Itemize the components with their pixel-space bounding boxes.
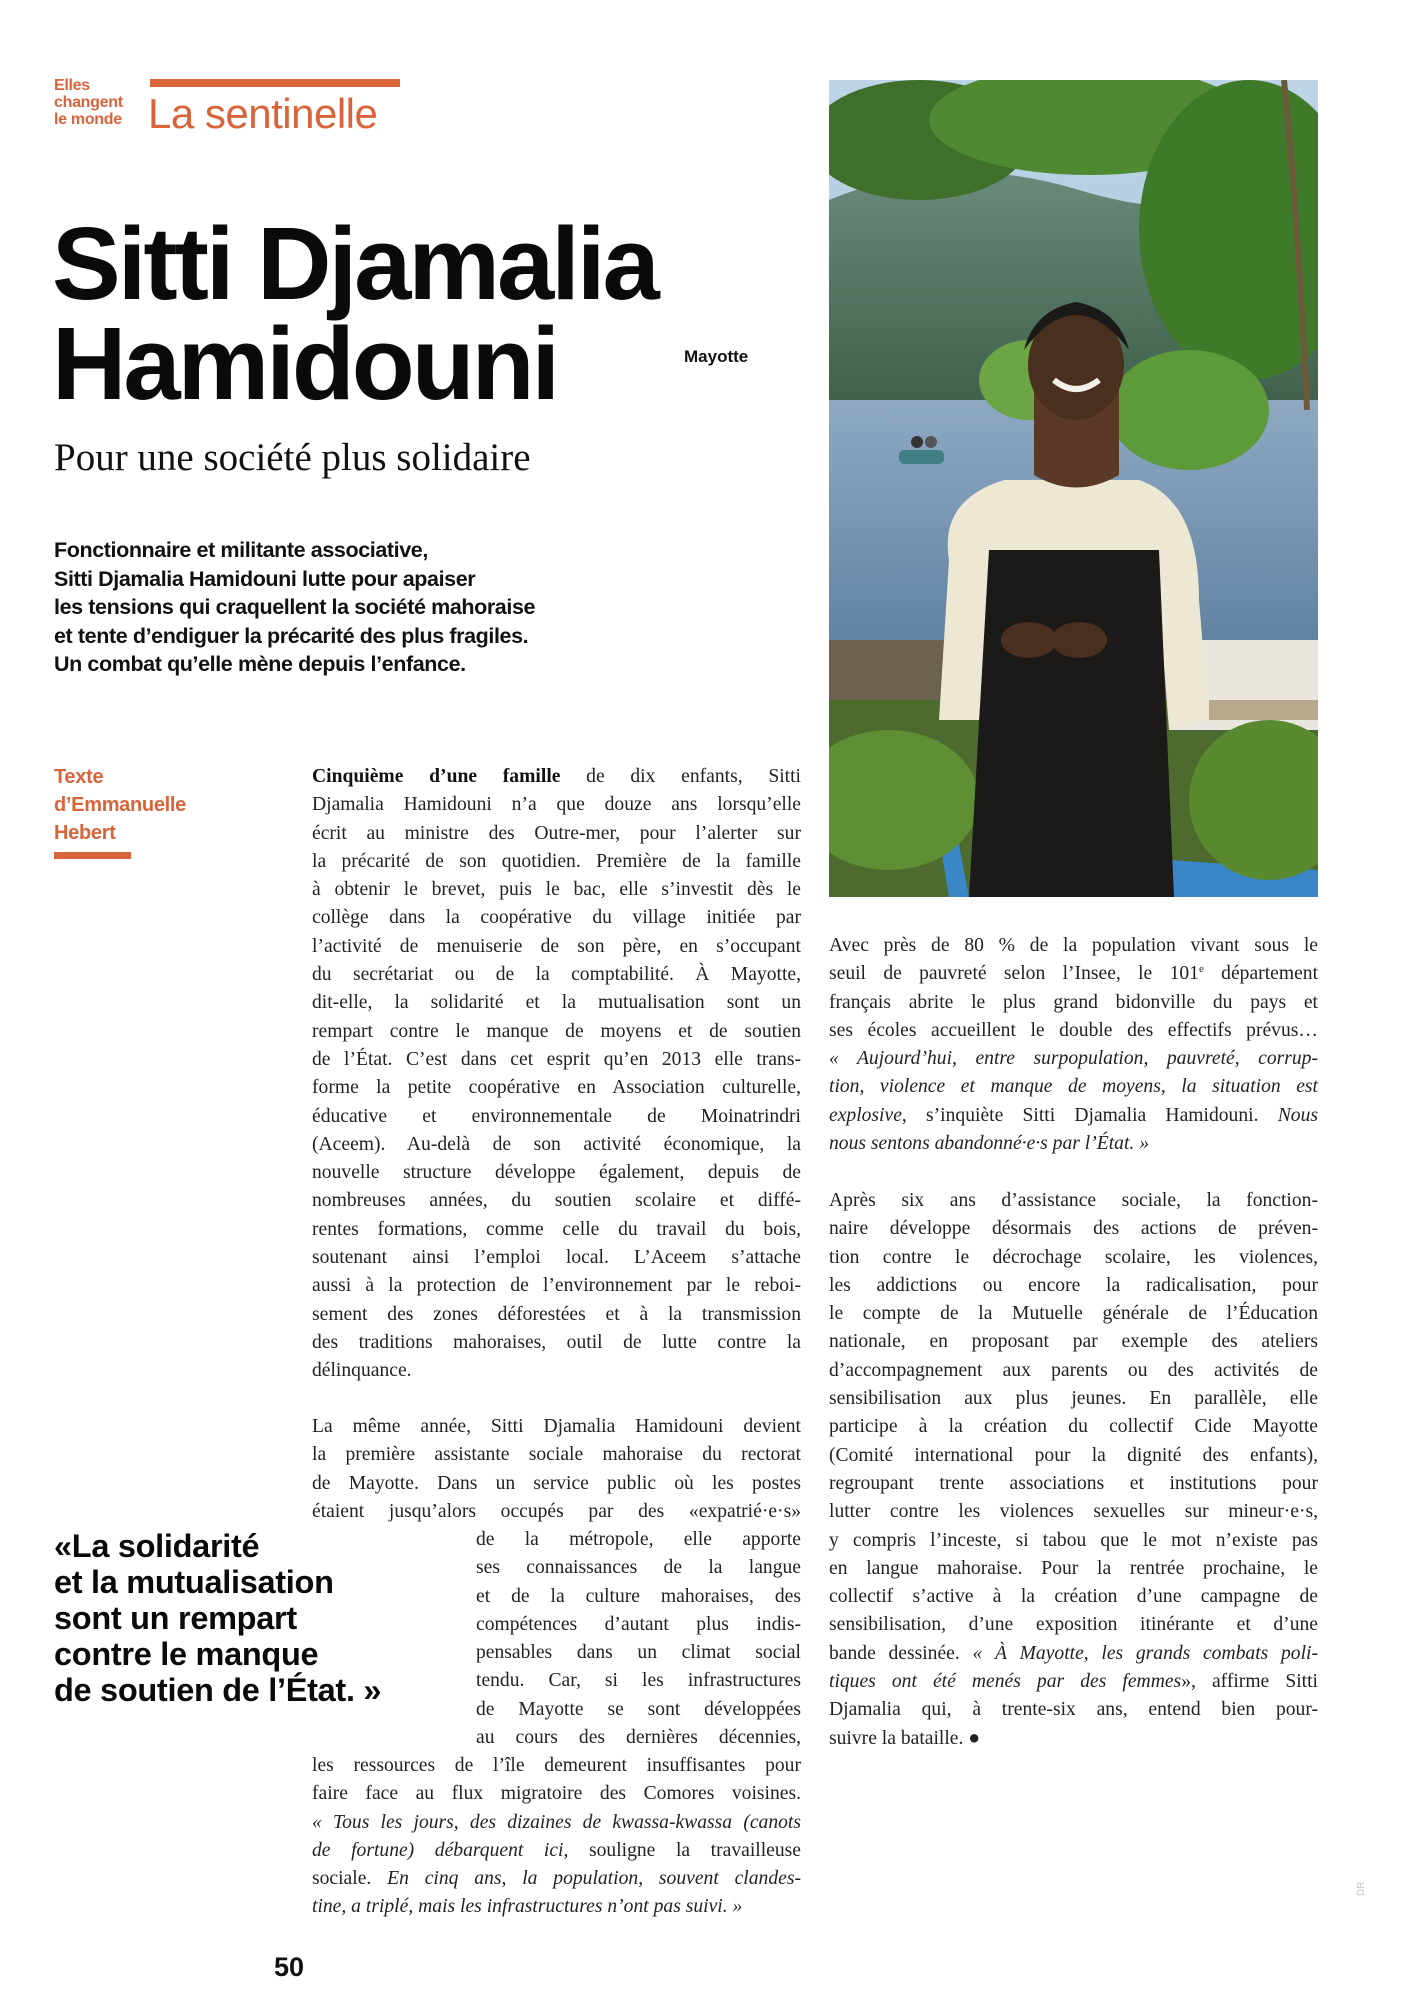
body-text-line [829, 960, 1318, 988]
text-segment: Avec près de 80 % de la population vivant sous le [829, 935, 1318, 956]
text-segment: seuil de pauvreté selon l’Insee, le 101 [829, 963, 1199, 985]
article-title [52, 206, 657, 421]
text-segment: les addictions ou encore la radicalisation, pour [829, 1274, 1318, 1296]
body-text-line [312, 1470, 801, 1498]
body-text-line [312, 1865, 801, 1893]
body-text-line [312, 904, 801, 932]
body-text-line [312, 1893, 801, 1921]
text-segment: y compris l’inceste, si tabou que le mot n’existe pas [829, 1529, 1318, 1551]
lead-line: les tensions qui craquellent la société mahoraise [54, 595, 536, 620]
body-text-line [829, 1555, 1318, 1583]
text-segment: rempart contre le manque de moyens et de soutien [312, 1020, 801, 1042]
body-text-line [312, 1498, 801, 1526]
text-segment: français abrite le plus grand bidonville du pays et [829, 991, 1318, 1013]
body-text-line [829, 1470, 1318, 1498]
body-text-line [829, 1357, 1318, 1385]
byline-accent-bar [54, 852, 131, 859]
text-segment: et de la culture mahoraises, des [476, 1585, 801, 1607]
portrait-photo [829, 80, 1318, 897]
body-text-line [829, 1272, 1318, 1300]
body-text-line [829, 1696, 1318, 1724]
text-segment: En cinq ans, la population, souvent clandes- [387, 1868, 801, 1890]
kicker-line: changent [54, 94, 123, 111]
text-segment: tiques ont été menés par des femmes [829, 1671, 1182, 1693]
text-segment: département [1203, 963, 1319, 985]
rubric-accent-bar [150, 79, 400, 87]
body-text-line [312, 1244, 801, 1272]
body-text-line [829, 1725, 1318, 1753]
text-segment: soutenant ainsi l’emploi local. L’Aceem s’attache [312, 1247, 801, 1269]
lead-line: Un combat qu’elle mène depuis l’enfance. [54, 652, 466, 677]
text-segment: la première assistante sociale mahoraise du rectorat [312, 1444, 801, 1466]
body-text-line [829, 1073, 1318, 1101]
body-text-line [829, 1017, 1318, 1045]
lead-line: Fonctionnaire et militante associative, [54, 538, 428, 562]
text-segment: de la métropole, elle apporte [476, 1529, 801, 1550]
body-text-line [829, 1045, 1318, 1073]
body-text-line [829, 1498, 1318, 1526]
section-kicker [54, 77, 123, 128]
text-segment: au cours des dernières décennies, [476, 1727, 801, 1749]
body-text-line [829, 1442, 1318, 1470]
body-text-line [829, 1385, 1318, 1413]
body-text-line [312, 1809, 801, 1837]
body-text-line [312, 1074, 801, 1102]
body-text-line [829, 1215, 1318, 1243]
byline-line: Texte [54, 766, 104, 788]
text-segment: de Mayotte se sont développées [476, 1698, 801, 1720]
text-segment: de dix enfants, Sitti [560, 766, 802, 787]
body-text-line [312, 1752, 801, 1780]
text-segment: « Aujourd’hui, entre surpopulation, pauvreté, corrup- [829, 1048, 1318, 1070]
body-text-line [312, 1837, 801, 1865]
text-segment: , souligne la travailleuse [563, 1839, 801, 1861]
text-segment: la précarité de son quotidien. Première de la famille [312, 850, 801, 872]
body-text-line [312, 989, 801, 1017]
body-text-line [829, 1328, 1318, 1356]
article-subtitle: Pour une société plus solidaire [54, 436, 531, 479]
body-column-1-paragraph-2 [312, 1413, 801, 1526]
body-column-1-paragraph-2-tail [312, 1752, 801, 1922]
body-text-line [312, 1046, 801, 1074]
portrait-photo-illustration [829, 80, 1318, 897]
text-segment: , s’inquiète Sitti Djamalia Hamidouni. [901, 1104, 1278, 1126]
text-segment: de fortune) débarquent ici [312, 1839, 564, 1861]
body-text-line [476, 1639, 801, 1667]
text-segment: nouvelle structure développe également, depuis de [312, 1162, 801, 1184]
text-segment: », affirme Sitti [1181, 1671, 1318, 1693]
text-segment: de l’État. C’est dans cet esprit qu’en 2013 elle trans- [312, 1048, 801, 1070]
text-segment: regroupant trente associations et institutions pour [829, 1472, 1318, 1494]
byline-line: d’Emmanuelle [54, 794, 186, 816]
pull-quote-line: et la mutualisation [54, 1564, 334, 1600]
body-text-line [476, 1696, 801, 1724]
text-segment: sociale. [312, 1868, 388, 1890]
body-text-line [312, 1018, 801, 1046]
pull-quote [54, 1528, 381, 1708]
text-segment: ses écoles accueillent le double des effectifs prévus… [829, 1019, 1318, 1041]
body-column-1-paragraph-1 [312, 763, 801, 1386]
text-segment: Djamalia Hamidouni n’a que douze ans lorsqu’elle [312, 794, 801, 816]
text-segment: ses connaissances de la langue [476, 1557, 801, 1579]
text-segment: La même année, Sitti Djamalia Hamidouni devient [312, 1416, 801, 1437]
body-text-line [829, 1583, 1318, 1611]
body-text-line [829, 1187, 1318, 1215]
body-text-line [312, 763, 801, 791]
text-segment: « Tous les jours, des dizaines de kwassa-kwassa (canots [312, 1811, 801, 1833]
text-segment: faire face au flux migratoire des Comores voisines. [312, 1783, 801, 1805]
text-segment: (Comité international pour la dignité des enfants), [829, 1444, 1318, 1466]
body-text-line [829, 1668, 1318, 1696]
byline-line: Hebert [54, 822, 116, 844]
body-text-line [312, 876, 801, 904]
text-segment: naire développe désormais des actions de préven- [829, 1218, 1318, 1240]
text-segment: tion, violence et manque de moyens, la situation est [829, 1076, 1318, 1098]
text-segment: en langue mahoraise. Pour la rentrée prochaine, le [829, 1557, 1318, 1579]
text-segment: lutter contre les violences sexuelles sur mineur·e·s, [829, 1501, 1318, 1523]
region-label: Mayotte [684, 347, 749, 366]
text-segment: explosive [829, 1104, 902, 1126]
body-text-line [829, 1527, 1318, 1555]
pull-quote-line: «La solidarité [54, 1528, 260, 1564]
lead-line: et tente d’endiguer la précarité des plus fragiles. [54, 623, 529, 648]
text-segment: sensibilisation aux plus jeunes. En parallèle, elle [829, 1388, 1318, 1410]
text-segment: de Mayotte. Dans un service public où les postes [312, 1472, 801, 1494]
text-segment: tion contre le décrochage scolaire, les violences, [829, 1246, 1318, 1268]
text-segment: bande dessinée. [829, 1642, 973, 1664]
body-text-line [476, 1526, 801, 1554]
article-lead [54, 536, 535, 679]
text-segment: sement des zones déforestées et à la transmission [312, 1303, 801, 1325]
text-segment: sensibilisation, d’une exposition itinérante et d’une [829, 1614, 1318, 1636]
page-number: 50 [274, 1952, 305, 1982]
photo-credit: DR [1356, 1881, 1367, 1896]
kicker-line: le monde [54, 111, 122, 128]
byline [54, 763, 186, 847]
body-text-line [312, 1301, 801, 1329]
body-text-line [829, 1102, 1318, 1130]
text-segment: le compte de la Mutuelle générale de l’Éducation [829, 1303, 1318, 1325]
text-segment: tine, a triplé, mais les infrastructures n’ont pas suivi. » [312, 1896, 743, 1918]
body-text-line [312, 1413, 801, 1441]
body-text-line [312, 1272, 801, 1300]
body-text-line [829, 1300, 1318, 1328]
body-text-line [829, 1640, 1318, 1668]
text-segment: écrit au ministre des Outre-mer, pour l’alerter sur [312, 822, 801, 844]
text-segment: les ressources de l’île demeurent insuffisantes pour [312, 1755, 801, 1776]
body-text-line [312, 1131, 801, 1159]
text-segment: rentes formations, comme celle du travail du bois, [312, 1218, 801, 1240]
text-segment: étaient jusqu’alors occupés par des «expatrié·e·s» [312, 1500, 801, 1522]
body-text-line [312, 1329, 801, 1357]
body-text-line [312, 933, 801, 961]
text-segment: l’activité de menuiserie de son père, en s’occupant [312, 935, 801, 957]
text-segment: compétences d’autant plus indis- [476, 1613, 801, 1635]
text-segment: nationale, en proposant par exemple des ateliers [829, 1331, 1318, 1353]
text-segment: participe à la création du collectif Cide Mayotte [829, 1416, 1318, 1438]
body-text-line [829, 1130, 1318, 1158]
body-text-line [829, 932, 1318, 960]
body-text-line [312, 1103, 801, 1131]
text-segment: du secrétariat ou de la comptabilité. À Mayotte, [312, 964, 801, 986]
text-segment: délinquance. [312, 1360, 412, 1382]
text-segment: e [1198, 963, 1204, 976]
body-text-line [312, 1216, 801, 1244]
text-segment: éducative et environnementale de Moinatrindri [312, 1105, 801, 1127]
body-text-line [312, 820, 801, 848]
text-segment: dit-elle, la solidarité et la mutualisation sont un [312, 992, 801, 1014]
text-segment: Après six ans d’assistance sociale, la fonction- [829, 1190, 1318, 1211]
text-segment: tendu. Car, si les infrastructures [476, 1670, 801, 1692]
body-text-line [312, 791, 801, 819]
text-segment: Djamalia qui, à trente-six ans, entend bien pour- [829, 1699, 1318, 1721]
body-text-line [312, 1441, 801, 1469]
pull-quote-line: contre le manque [54, 1636, 319, 1672]
text-segment: « À Mayotte, les grands combats poli- [972, 1642, 1318, 1664]
text-segment: nombreuses années, du soutien scolaire et diffé- [312, 1190, 801, 1212]
pull-quote-line: sont un rempart [54, 1600, 297, 1636]
body-text-line [476, 1667, 801, 1695]
body-text-line [829, 1244, 1318, 1272]
body-text-line [312, 1357, 801, 1385]
body-text-line [312, 848, 801, 876]
body-text-line [476, 1554, 801, 1582]
body-column-2-paragraph-2 [829, 1187, 1318, 1753]
body-text-line [476, 1583, 801, 1611]
title-line: Sitti Djamalia [52, 206, 657, 321]
body-text-line [312, 961, 801, 989]
text-segment: forme la petite coopérative en Association culturelle, [312, 1077, 801, 1099]
body-text-line [829, 989, 1318, 1017]
lead-line: Sitti Djamalia Hamidouni lutte pour apaiser [54, 566, 476, 591]
text-segment: collectif s’active à la création d’une campagne de [829, 1586, 1318, 1608]
body-text-line [312, 1159, 801, 1187]
text-segment: pensables dans un climat social [476, 1642, 801, 1664]
body-text-line [476, 1724, 801, 1752]
body-column-2-paragraph-1 [829, 932, 1318, 1158]
body-column-1-paragraph-2-indented [476, 1526, 801, 1752]
body-text-line [312, 1187, 801, 1215]
body-text-line [829, 1611, 1318, 1639]
text-segment: Nous [1277, 1104, 1318, 1126]
text-segment: aussi à la protection de l’environnement par le reboi- [312, 1275, 801, 1297]
text-segment: suivre la bataille. ● [829, 1727, 981, 1749]
text-segment: nous sentons abandonné·e·s par l’État. » [829, 1133, 1150, 1155]
text-segment: Cinquième d’une famille [312, 766, 561, 787]
text-segment: à obtenir le brevet, puis le bac, elle s’investit dès le [312, 879, 801, 901]
pull-quote-line: de soutien de l’État. » [54, 1672, 382, 1708]
text-segment: d’accompagnement aux parents ou des activités de [829, 1359, 1318, 1381]
rubric-title: La sentinelle [148, 90, 378, 137]
body-text-line [476, 1611, 801, 1639]
title-line: Hamidouni [52, 306, 558, 421]
body-text-line [829, 1413, 1318, 1441]
text-segment: (Aceem). Au-delà de son activité économique, la [312, 1133, 801, 1155]
text-segment: des traditions mahoraises, outil de lutte contre la [312, 1331, 801, 1353]
body-text-line [312, 1780, 801, 1808]
text-segment: collège dans la coopérative du village initiée par [312, 907, 801, 929]
kicker-line: Elles [54, 77, 90, 94]
